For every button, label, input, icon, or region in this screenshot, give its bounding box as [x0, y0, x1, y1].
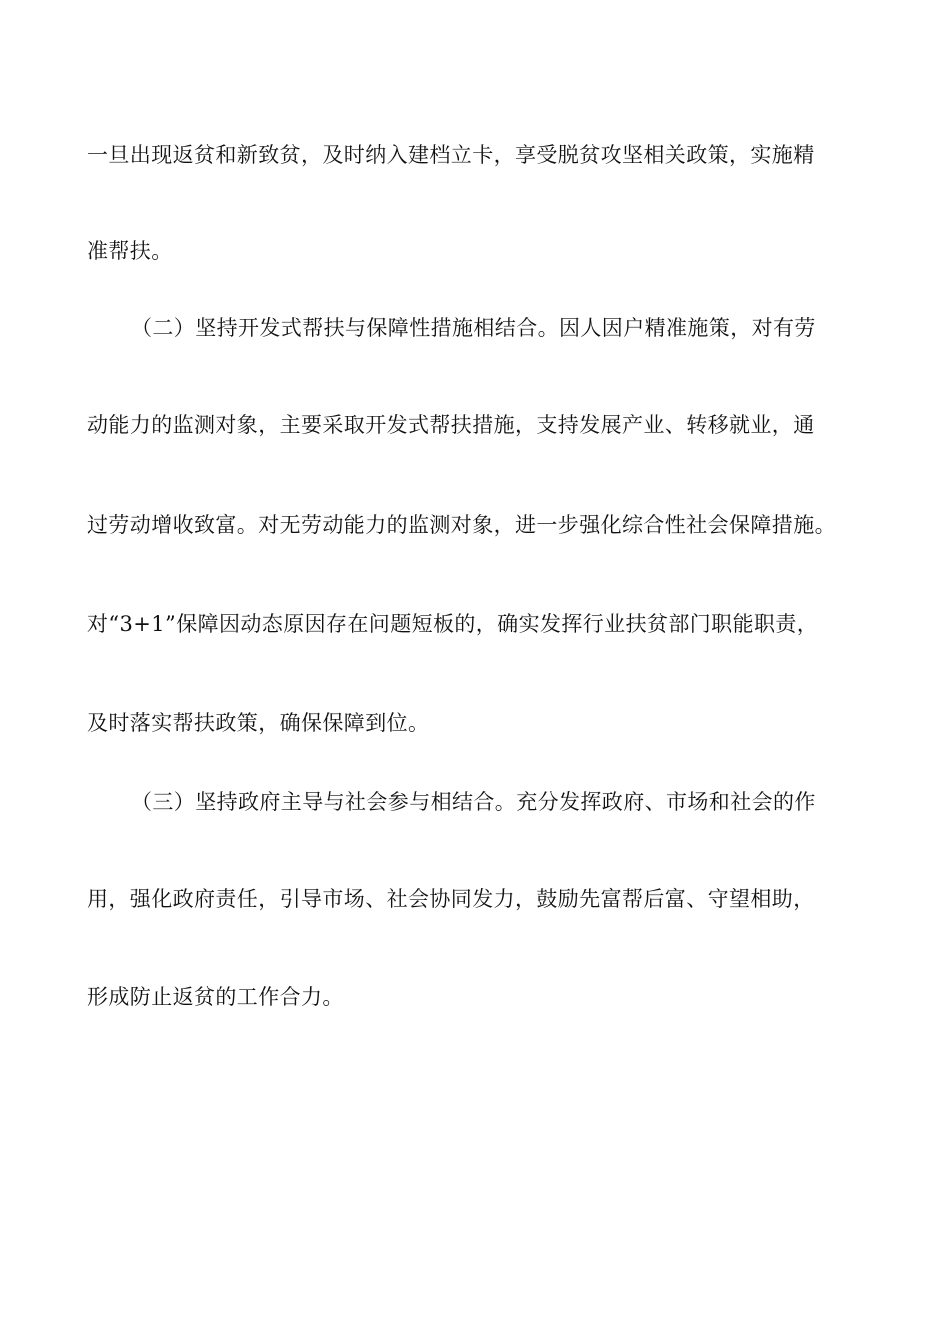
paragraph-heading-3: （三）坚持政府主导与社会参与相结合。充分发挥政府、市场和社会的作 [131, 790, 816, 814]
text-line: 及时落实帮扶政策，确保保障到位。 [87, 711, 430, 735]
text-line: 对“3+1”保障因动态原因存在问题短板的，确实发挥行业扶贫部门职能职责， [87, 612, 819, 636]
text-line: 形成防止返贫的工作合力。 [87, 985, 344, 1009]
text-line: 一旦出现返贫和新致贫，及时纳入建档立卡，享受脱贫攻坚相关政策，实施精 [87, 143, 815, 167]
text-line: 过劳动增收致富。对无劳动能力的监测对象，进一步强化综合性社会保障措施。 [87, 513, 836, 537]
text-line: 动能力的监测对象，主要采取开发式帮扶措施，支持发展产业、转移就业，通 [87, 413, 815, 437]
text-line: 用，强化政府责任，引导市场、社会协同发力，鼓励先富帮后富、守望相助， [87, 887, 815, 911]
text-line: 准帮扶。 [87, 239, 173, 263]
paragraph-heading-2: （二）坚持开发式帮扶与保障性措施相结合。因人因户精准施策，对有劳 [131, 316, 816, 340]
